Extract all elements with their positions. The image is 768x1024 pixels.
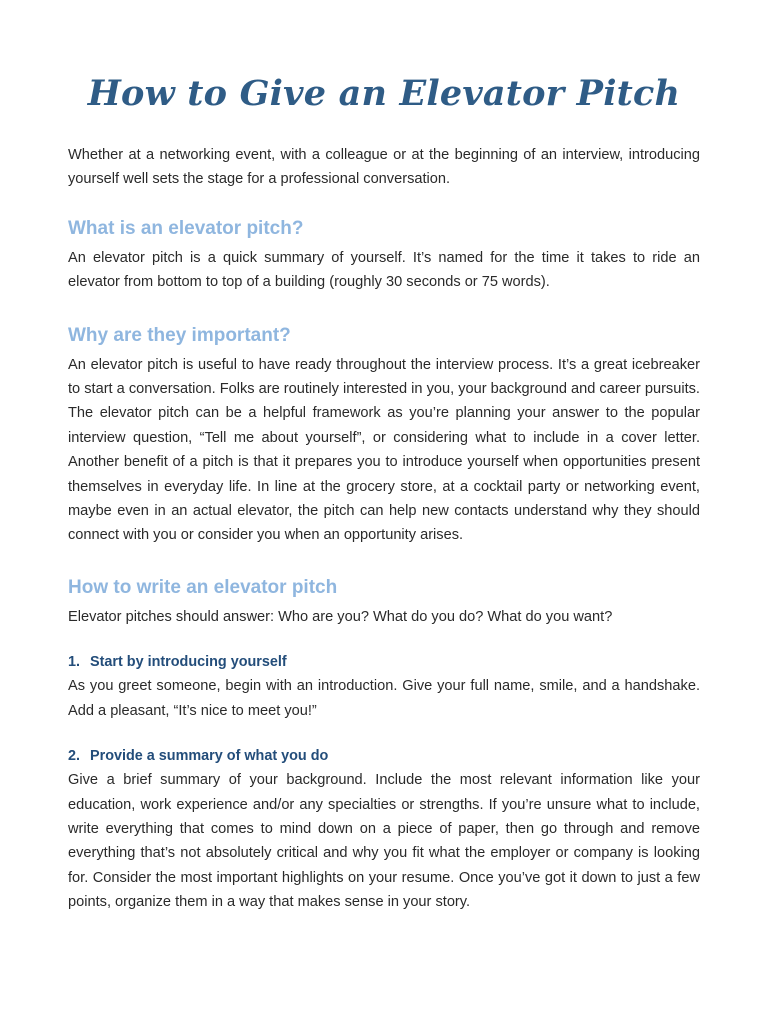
step-number: 2. bbox=[68, 748, 81, 765]
section-body-why-important: An elevator pitch is useful to have ready throughout the interview process. It’s a great icebreaker to start a conversation. Folks are routinely interested in you, your background and career pursuits. The elevator pitch can be a helpful framework as you’re planning your answer to the popular interview question, “Tell me about yourself”, or considering what to include in a cover letter. Another benefit of a pitch is that it prepares you to introduce yourself when opportunities present themselves in everyday life. In line at the grocery store, at a cocktail party or networking event, maybe even in an actual elevator, the pitch can help new contacts understand why they should connect with you or consider you when an opportunity arises. bbox=[68, 356, 700, 544]
section-heading-what-is: What is an elevator pitch? bbox=[68, 217, 304, 239]
step-heading-2 bbox=[68, 745, 700, 767]
step-number: 1. bbox=[68, 654, 81, 671]
step-body-1: As you greet someone, begin with an introduction. Give your full name, smile, and a handshake. Add a pleasant, “It’s nice to meet you!” bbox=[68, 678, 700, 719]
step-heading-1 bbox=[68, 651, 700, 673]
section-body-what-is: An elevator pitch is a quick summary of yourself. It’s named for the time it takes to ride an elevator from bottom to top of a building (roughly 30 seconds or 75 words). bbox=[68, 249, 700, 291]
intro-paragraph: Whether at a networking event, with a colleague or at the beginning of an interview, introducing yourself well sets the stage for a professional conversation. bbox=[68, 147, 700, 188]
document-title: How to Give an Elevator Pitch bbox=[87, 73, 681, 114]
section-body-how-to-write: Elevator pitches should answer: Who are you? What do you do? What do you want? bbox=[68, 608, 613, 625]
step-body-2: Give a brief summary of your background. Include the most relevant information like your education, work experience and/or any specialties or strengths. If you’re unsure what to include, write everything that comes to mind down on a piece of paper, then go through and remove everything that’s not absolutely critical and why you fit what the employer or company is looking for. Consider the most important highlights on your resume. Once you’ve got it down to just a few points, organize them in a way that makes sense in your story. bbox=[68, 772, 700, 911]
section-heading-why-important: Why are they important? bbox=[68, 324, 291, 346]
section-heading-how-to-write: How to write an elevator pitch bbox=[68, 576, 338, 598]
step-heading-text: Provide a summary of what you do bbox=[90, 748, 329, 765]
step-heading-text: Start by introducing yourself bbox=[90, 654, 287, 671]
